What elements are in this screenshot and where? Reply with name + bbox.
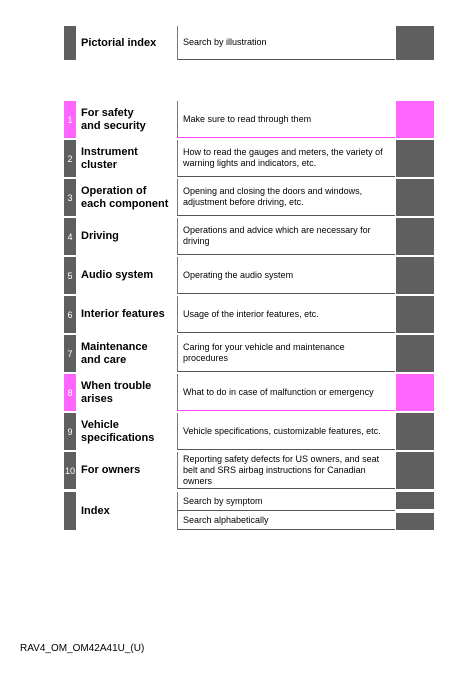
section-tab[interactable] — [396, 179, 434, 216]
section-title: When trouble arises — [81, 379, 152, 405]
section-tab[interactable] — [396, 140, 434, 177]
section-title: Interior features — [81, 308, 165, 320]
section-tab[interactable] — [396, 374, 434, 411]
section-title: Audio system — [81, 269, 154, 281]
section-desc: Opening and closing the doors and windows, adjustment before driving, etc. — [177, 179, 395, 216]
section-desc: Operations and advice which are necessary for driving — [177, 218, 395, 255]
index-row — [64, 492, 434, 530]
section-row-2[interactable] — [64, 140, 434, 177]
pictorial-index-row[interactable] — [64, 26, 434, 60]
section-tab[interactable] — [396, 452, 434, 489]
section-number: 9 — [64, 413, 76, 450]
pictorial-index-marker — [64, 26, 76, 60]
section-number: 10 — [64, 452, 76, 489]
index-symptom-tab[interactable] — [396, 492, 434, 509]
section-number: 8 — [64, 374, 76, 411]
section-row-10[interactable] — [64, 452, 434, 489]
section-desc: Caring for your vehicle and maintenance procedures — [177, 335, 395, 372]
section-number: 2 — [64, 140, 76, 177]
index-marker — [64, 492, 76, 530]
section-row-1[interactable] — [64, 101, 434, 138]
section-number: 4 — [64, 218, 76, 255]
section-tab[interactable] — [396, 257, 434, 294]
section-title: Maintenance and care — [81, 340, 148, 366]
section-desc: What to do in case of malfunction or emergency — [177, 374, 395, 411]
section-row-8[interactable] — [64, 374, 434, 411]
index-by-symptom[interactable]: Search by symptom — [177, 492, 395, 511]
section-row-3[interactable] — [64, 179, 434, 216]
document-code: RAV4_OM_OM42A41U_(U) — [20, 643, 145, 654]
section-number: 1 — [64, 101, 76, 138]
section-number: 3 — [64, 179, 76, 216]
section-tab[interactable] — [396, 335, 434, 372]
section-desc: Make sure to read through them — [177, 101, 395, 138]
section-desc: Operating the audio system — [177, 257, 395, 294]
section-number: 7 — [64, 335, 76, 372]
section-desc: How to read the gauges and meters, the variety of warning lights and indicators, etc. — [177, 140, 395, 177]
pictorial-index-tab[interactable] — [396, 26, 434, 60]
section-number: 5 — [64, 257, 76, 294]
section-tab[interactable] — [396, 218, 434, 255]
section-row-9[interactable] — [64, 413, 434, 450]
section-row-5[interactable] — [64, 257, 434, 294]
section-desc: Usage of the interior features, etc. — [177, 296, 395, 333]
pictorial-index-desc: Search by illustration — [177, 26, 395, 60]
section-title: Driving — [81, 230, 119, 242]
section-desc: Vehicle specifications, customizable features, etc. — [177, 413, 395, 450]
index-alpha-tab[interactable] — [396, 513, 434, 530]
section-desc: Reporting safety defects for US owners, and seat belt and SRS airbag instructions for Canadian owners — [177, 452, 395, 489]
section-title: Instrument cluster — [81, 145, 138, 171]
section-title: For owners — [81, 464, 141, 476]
section-title: Vehicle specifications — [81, 418, 155, 444]
section-row-7[interactable] — [64, 335, 434, 372]
section-tab[interactable] — [396, 413, 434, 450]
section-number: 6 — [64, 296, 76, 333]
pictorial-index-title: Pictorial index — [81, 36, 157, 49]
section-tab[interactable] — [396, 296, 434, 333]
section-title: Operation of each component — [81, 184, 169, 210]
section-title: For safety and security — [81, 106, 146, 132]
section-tab[interactable] — [396, 101, 434, 138]
index-title: Index — [81, 504, 110, 517]
section-row-6[interactable] — [64, 296, 434, 333]
section-row-4[interactable] — [64, 218, 434, 255]
index-alphabetically[interactable]: Search alphabetically — [177, 511, 395, 530]
